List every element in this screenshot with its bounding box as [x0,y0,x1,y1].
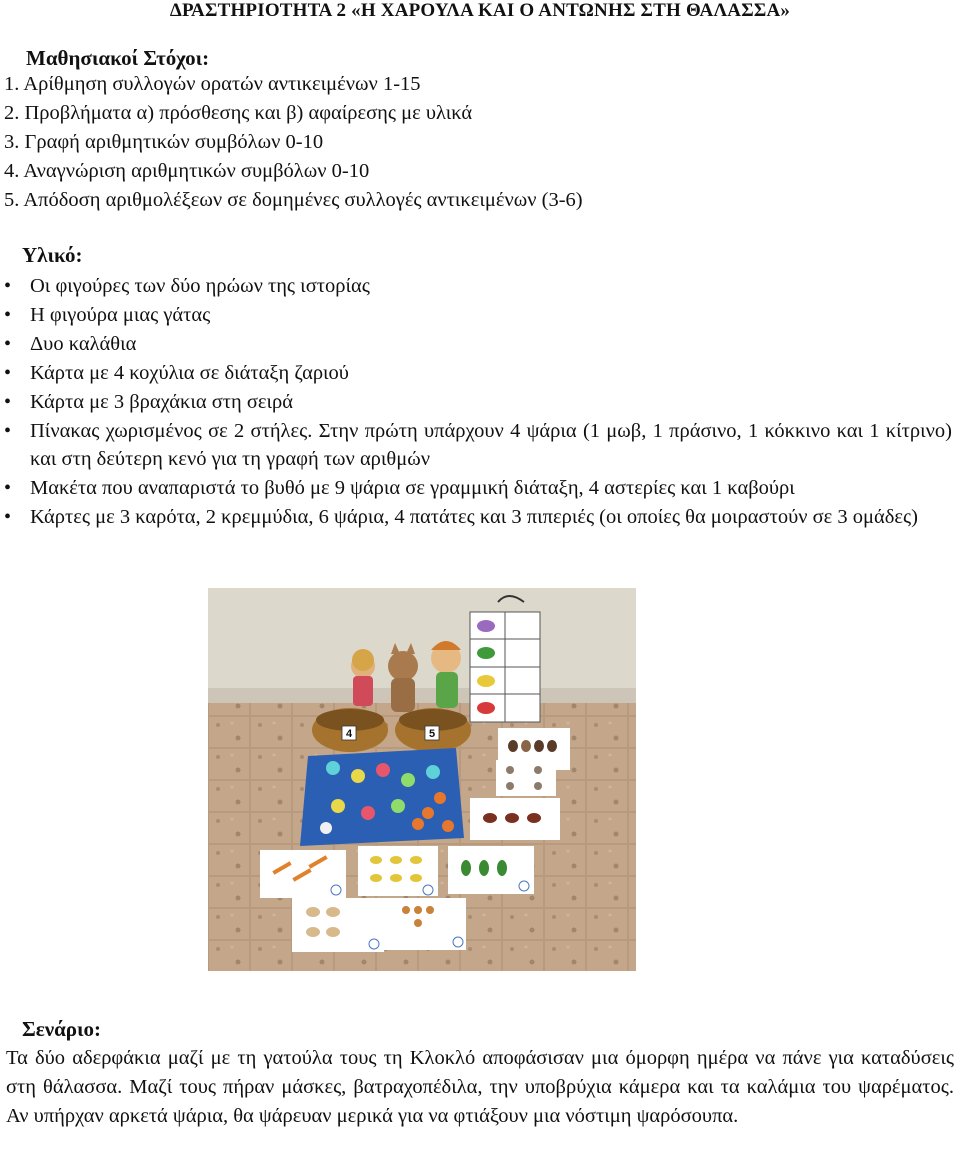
card-carrots [260,850,346,898]
material-item: • Η φιγούρα μιας γάτας [0,301,960,329]
sea-model [300,748,464,846]
objective-item: 2. Προβλήματα α) πρόσθεσης και β) αφαίρεσης με υλικά [4,102,473,124]
card-onions [382,898,466,950]
materials-heading: Υλικό: [22,243,83,267]
material-item: • Δυο καλάθια [0,330,960,358]
objective-item: 1. Αρίθμηση συλλογών ορατών αντικειμένων 1-15 [4,73,421,95]
page-title: ΔΡΑΣΤΗΡΙΟΤΗΤΑ 2 «Η ΧΑΡΟΥΛΑ ΚΑΙ Ο ΑΝΤΩΝΗΣ ΣΤΗ ΘΑΛΑΣΣΑ» [169,0,791,21]
scenario-heading: Σενάριο: [22,1017,102,1041]
basket-number: 4 [345,728,353,740]
material-item: • Κάρτες με 3 καρότα, 2 κρεμμύδια, 6 ψάρια, 4 πατάτες και 3 πιπεριές (οι οποίες θα μοιραστούν σε 3 ομάδες) [0,503,960,531]
materials-list [0,272,960,532]
card-peppers [448,846,534,894]
objective-item: 4. Αναγνώριση αριθμητικών συμβόλων 0-10 [4,160,370,182]
material-item: • Οι φιγούρες των δύο ηρώων της ιστορίας [0,272,960,300]
scenario-text: Τα δύο αδερφάκια μαζί με τη γατούλα τους τη Κλοκλό αποφάσισαν μια όμορφη ημέρα να πάνε για καταδύσεις στη θάλασσα. Μαζί τους πήραν μάσκες, βατραχοπέδιλα, την υποβρύχια κάμερα και τα καλάμια του ψαρέματος. Αν υπήρχαν αρκετά ψάρια, θα ψάρευαν μερικά για να φτιάξουν μια νόστιμη ψαρόσουπα. [6,1047,954,1127]
card-stones [470,798,560,840]
objective-item: 5. Απόδοση αριθμολέξεων σε δομημένες συλλογές αντικειμένων (3-6) [4,189,583,211]
basket-right [395,708,471,752]
card-pebbles [496,760,556,796]
figure-girl [351,649,375,706]
material-item: • Κάρτα με 4 κοχύλια σε διάταξη ζαριού [0,359,960,387]
card-potatoes [292,898,384,952]
objectives-heading: Μαθησιακοί Στόχοι: [26,46,210,70]
material-item: • Πίνακας χωρισμένος σε 2 στήλες. Στην πρώτη υπάρχουν 4 ψάρια (1 μωβ, 1 πράσινο, 1 κόκκινο και 1 κίτρινο) και στη δεύτερη κενό για τη γραφή των αριθμών [0,417,960,473]
materials-photo [208,588,636,971]
objective-item: 3. Γραφή αριθμητικών συμβόλων 0-10 [4,131,324,153]
basket-left [312,708,388,752]
card-fish [358,846,438,896]
material-item: • Μακέτα που αναπαριστά το βυθό με 9 ψάρια σε γραμμική διάταξη, 4 αστερίες και 1 καβούρι [0,474,960,502]
fish-board [470,596,540,722]
material-item: • Κάρτα με 3 βραχάκια στη σειρά [0,388,960,416]
basket-number: 5 [428,728,436,740]
